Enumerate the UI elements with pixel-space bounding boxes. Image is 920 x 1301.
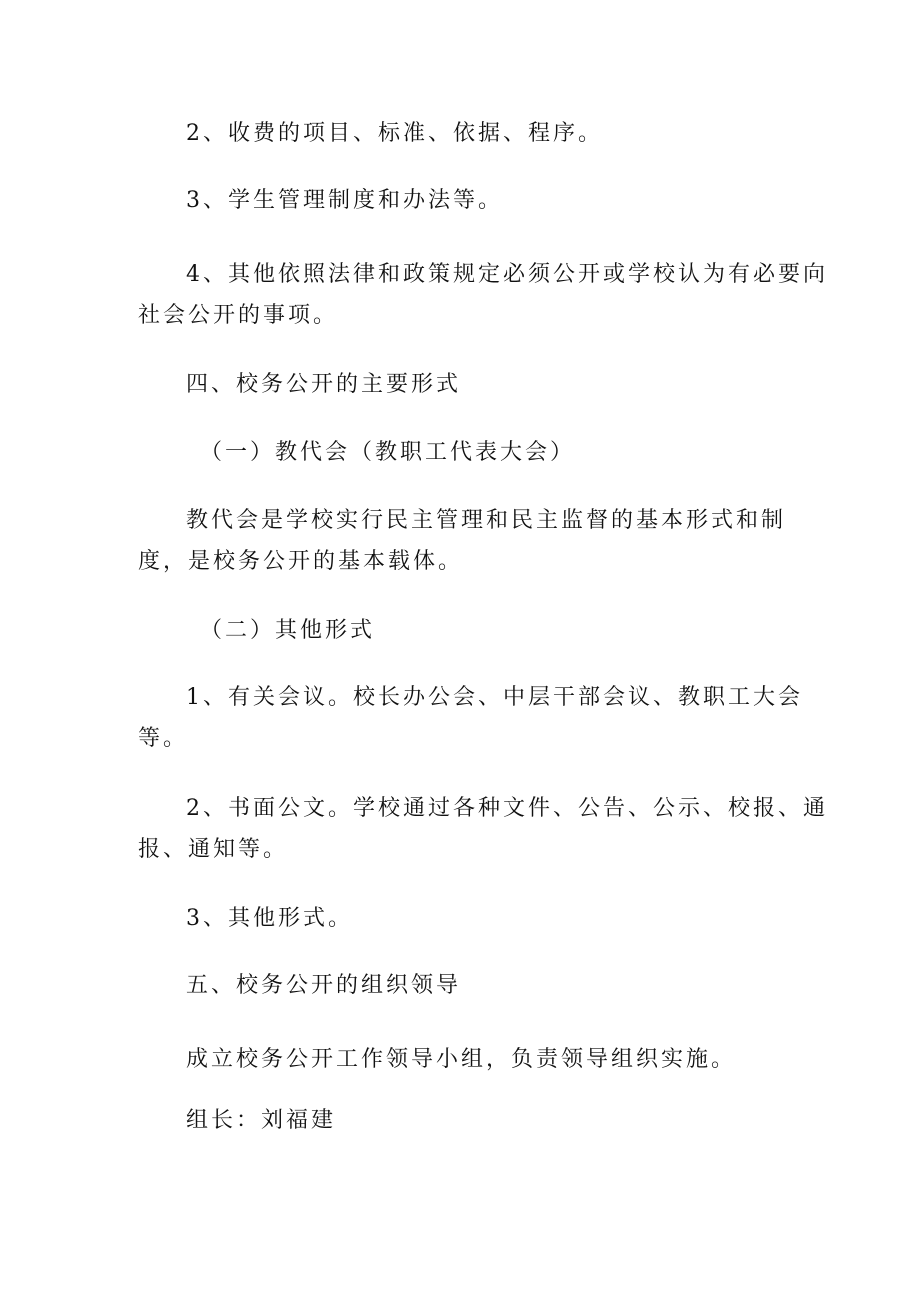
text-line: 五、校务公开的组织领导 [186,973,462,998]
paragraph-leading-group [186,1039,736,1080]
text-line: 四、校务公开的主要形式 [186,372,462,397]
list-item-other-forms [186,898,353,939]
text-line: 社会公开的事项。 [138,303,339,328]
paragraph-teachers-congress [138,500,786,582]
text-line: 等。 [138,726,189,751]
text-line: 3、学生管理制度和办法等。 [186,188,503,213]
subheading-other-forms [200,610,375,651]
text-line: 2、书面公文。学校通过各种文件、公告、公示、校报、通 [186,796,828,821]
list-item-student-management [186,180,503,221]
text-line: 1、有关会议。校长办公会、中层干部会议、教职工大会 [186,685,803,710]
list-item-other-matters [138,254,828,336]
text-line: 4、其他依照法律和政策规定必须公开或学校认为有必要向 [186,262,828,287]
text-line: 教代会是学校实行民主管理和民主监督的基本形式和制 [186,508,787,533]
text-line: 2、收费的项目、标准、依据、程序。 [186,121,603,146]
section-heading-organization [186,965,461,1006]
list-item-written-documents [138,788,828,870]
subheading-teachers-congress [200,432,575,473]
text-line: （二）其他形式 [200,618,376,643]
list-item-fees [186,113,603,154]
text-line: 度，是校务公开的基本载体。 [138,549,464,574]
group-leader [186,1100,336,1141]
text-line: 报、通知等。 [138,837,289,862]
text-line: （一）教代会（教职工代表大会） [200,440,576,465]
section-heading-main-forms [186,364,461,405]
text-line: 组长：刘福建 [186,1108,337,1133]
list-item-meetings [138,677,803,759]
text-line: 成立校务公开工作领导小组，负责领导组织实施。 [186,1047,737,1072]
text-line: 3、其他形式。 [186,906,353,931]
